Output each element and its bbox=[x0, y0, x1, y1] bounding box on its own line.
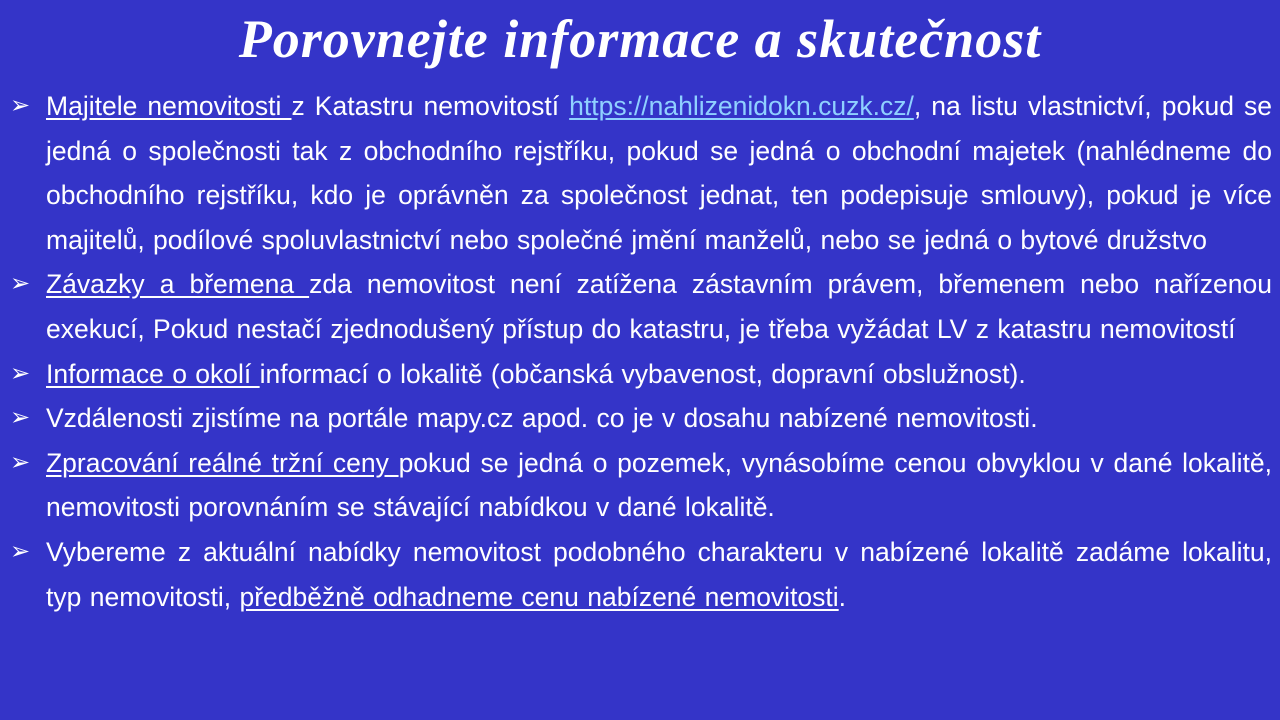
arrow-bullet-icon: ➢ bbox=[10, 404, 31, 432]
bullet-text: zda nemovitost není zatížena zástavním právem, břemenem nebo nařízenou exekucí, Pokud nestačí zjednodušený přístup do katastru, je třeba vyžádat LV z katastru nemovitostí bbox=[46, 269, 1272, 344]
bullet-surroundings bbox=[10, 352, 1272, 397]
bullet-liabilities bbox=[10, 262, 1272, 351]
bullet-heading: Zpracování reálné tržní ceny bbox=[46, 447, 399, 478]
bullet-text: , na listu vlastnictví, pokud se jedná o společnosti tak z obchodního rejstříku, pokud se jedná o obchodní majetek (nahlédneme do obchodního rejstříku, kdo je oprávněn za společnost jednat, ten podepisuje smlouvy), pokud je více majitelů, podílové spoluvlastnictví nebo společné jmění manželů, nebo se jedná o bytové družstvo bbox=[46, 91, 1272, 255]
bullet-text: pokud se jedná o pozemek, vynásobíme cenou obvyklou v dané lokalitě, nemovitosti porovnáním se stávající nabídkou v dané lokalitě. bbox=[46, 447, 1272, 523]
arrow-bullet-icon: ➢ bbox=[10, 359, 31, 387]
bullet-heading: Majitele nemovitosti bbox=[46, 91, 292, 121]
bullet-heading: Závazky a břemena bbox=[46, 269, 310, 300]
arrow-bullet-icon: ➢ bbox=[10, 270, 31, 298]
bullet-heading: Informace o okolí bbox=[46, 358, 260, 389]
cuzk-link[interactable]: https://nahlizenidokn.cuzk.cz/ bbox=[569, 91, 914, 121]
slide-title: Porovnejte informace a skutečnost bbox=[238, 9, 1042, 69]
bullet-current-offer bbox=[10, 530, 1272, 619]
bullet-text-end: . bbox=[838, 581, 847, 612]
arrow-bullet-icon: ➢ bbox=[10, 448, 31, 476]
bullet-distances bbox=[10, 396, 1272, 441]
arrow-bullet-icon: ➢ bbox=[10, 92, 31, 119]
bullet-text: Vybereme z aktuální nabídky nemovitost podobného charakteru v nabízené lokalitě zadáme lokalitu, typ nemovitosti, bbox=[46, 536, 1272, 612]
bullet-market-price bbox=[10, 441, 1272, 530]
bullet-owners bbox=[10, 84, 1272, 262]
bullet-list bbox=[10, 84, 1272, 619]
bullet-emphasis: předběžně odhadneme cenu nabízené nemovitosti bbox=[239, 581, 839, 612]
bullet-text: Vzdálenosti zjistíme na portále mapy.cz apod. co je v dosahu nabízené nemovitosti. bbox=[46, 403, 1038, 434]
arrow-bullet-icon: ➢ bbox=[10, 537, 31, 565]
bullet-text: z Katastru nemovitostí bbox=[291, 91, 570, 121]
bullet-text: informací o lokalitě (občanská vybavenost, dopravní obslužnost). bbox=[259, 358, 1026, 389]
